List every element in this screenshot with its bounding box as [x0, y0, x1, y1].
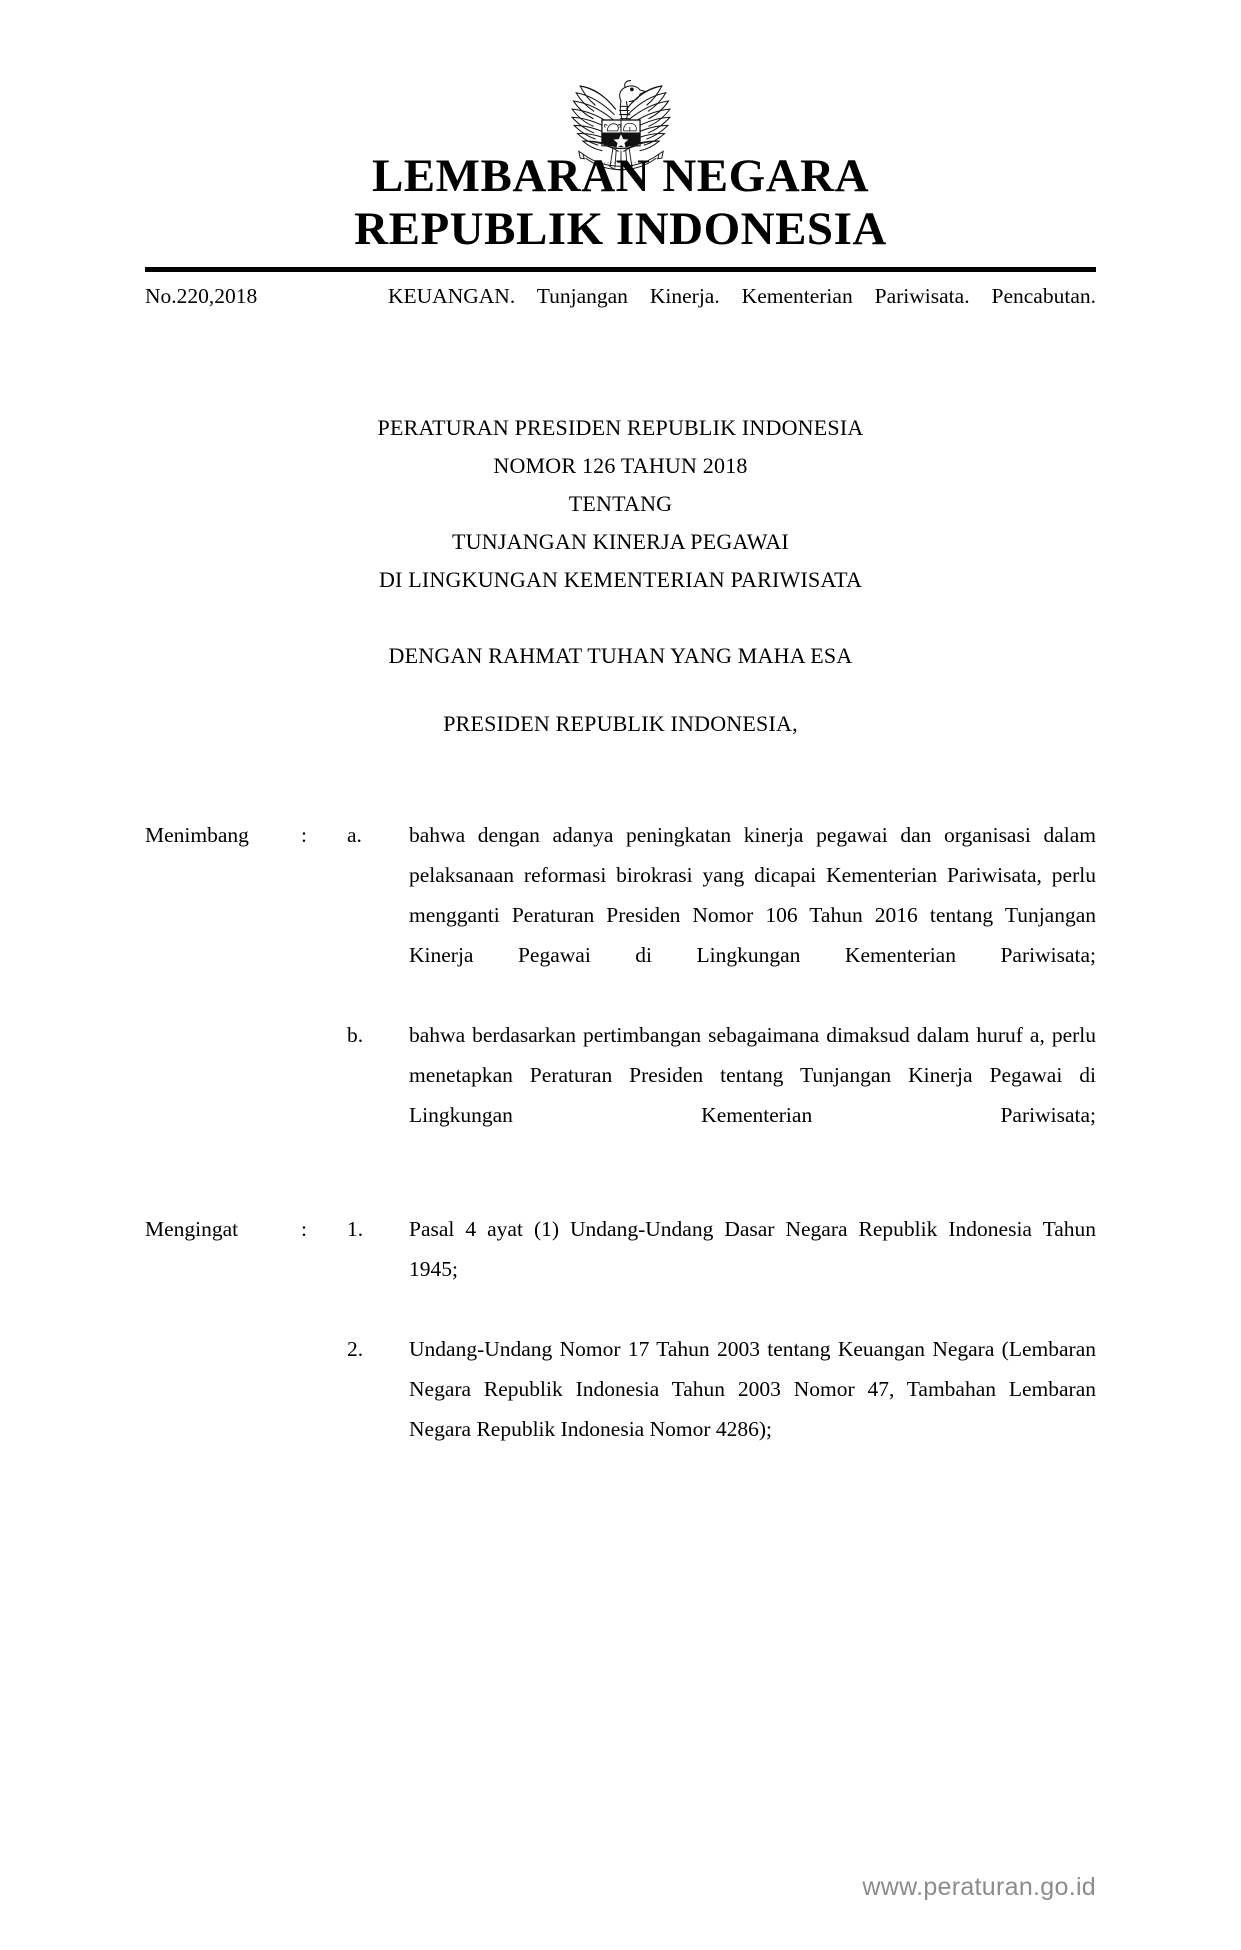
clause-item: [145, 1015, 1096, 1175]
signatory-line: PRESIDEN REPUBLIK INDONESIA,: [443, 711, 798, 736]
title-line-3: TENTANG: [568, 491, 673, 516]
masthead-line-1: LEMBARAN NEGARA: [371, 150, 870, 202]
header-divider: [145, 267, 1096, 272]
clause-label-menimbang: Menimbang: [145, 823, 249, 847]
clause-text-b: bahwa berdasarkan pertimbangan sebagaimana dimaksud dalam huruf a, perlu menetapkan Peraturan Presiden tentang Tunjangan Kinerja Pegawai di Lingkungan Kementerian Pariwisata;: [409, 1023, 1096, 1127]
clause-marker-2: 2.: [347, 1337, 364, 1361]
clause-text-2: Undang-Undang Nomor 17 Tahun 2003 tentang Keuangan Negara (Lembaran Negara Republik Indonesia Tahun 2003 Nomor 47, Tambahan Lembaran Negara Republik Indonesia Nomor 4286);: [409, 1337, 1096, 1441]
footer-watermark: www.peraturan.go.id: [862, 1873, 1096, 1901]
clauses-container: [145, 815, 1096, 1449]
gazette-subject: KEUANGAN. Tunjangan Kinerja. Kementerian Pariwisata. Pencabutan.: [388, 284, 1096, 308]
masthead-title: [145, 150, 1096, 256]
clause-section-menimbang: [145, 815, 1096, 1175]
clause-colon: :: [301, 1217, 307, 1241]
invocation-line: DENGAN RAHMAT TUHAN YANG MAHA ESA: [388, 643, 853, 668]
title-line-4: TUNJANGAN KINERJA PEGAWAI: [452, 529, 789, 554]
clause-item: [145, 1209, 1096, 1329]
clause-marker-a: a.: [347, 823, 362, 847]
clause-colon: :: [301, 823, 307, 847]
header-row: [145, 281, 1096, 343]
title-line-1: PERATURAN PRESIDEN REPUBLIK INDONESIA: [377, 415, 864, 440]
clause-text-a: bahwa dengan adanya peningkatan kinerja pegawai dan organisasi dalam pelaksanaan reformasi birokrasi yang dicapai Kementerian Pariwisata, perlu mengganti Peraturan Presiden Nomor 106 Tahun 2016 tentang Tunjangan Kinerja Pegawai di Lingkungan Kementerian Pariwisata;: [409, 823, 1096, 967]
emblem-container: [145, 0, 1096, 146]
title-line-5: DI LINGKUNGAN KEMENTERIAN PARIWISATA: [378, 567, 863, 592]
clause-marker-1: 1.: [347, 1217, 364, 1241]
title-line-2: NOMOR 126 TAHUN 2018: [493, 453, 748, 478]
clause-section-mengingat: [145, 1209, 1096, 1449]
clause-label-mengingat: Mengingat: [145, 1217, 239, 1241]
regulation-title-block: [145, 409, 1096, 599]
clause-item: [145, 1329, 1096, 1449]
masthead-line-2: REPUBLIK INDONESIA: [354, 203, 887, 255]
gazette-number: No.220,2018: [145, 284, 258, 308]
clause-marker-b: b.: [347, 1023, 364, 1047]
clause-item: [145, 815, 1096, 1015]
clause-text-1: Pasal 4 ayat (1) Undang-Undang Dasar Negara Republik Indonesia Tahun 1945;: [409, 1217, 1096, 1281]
